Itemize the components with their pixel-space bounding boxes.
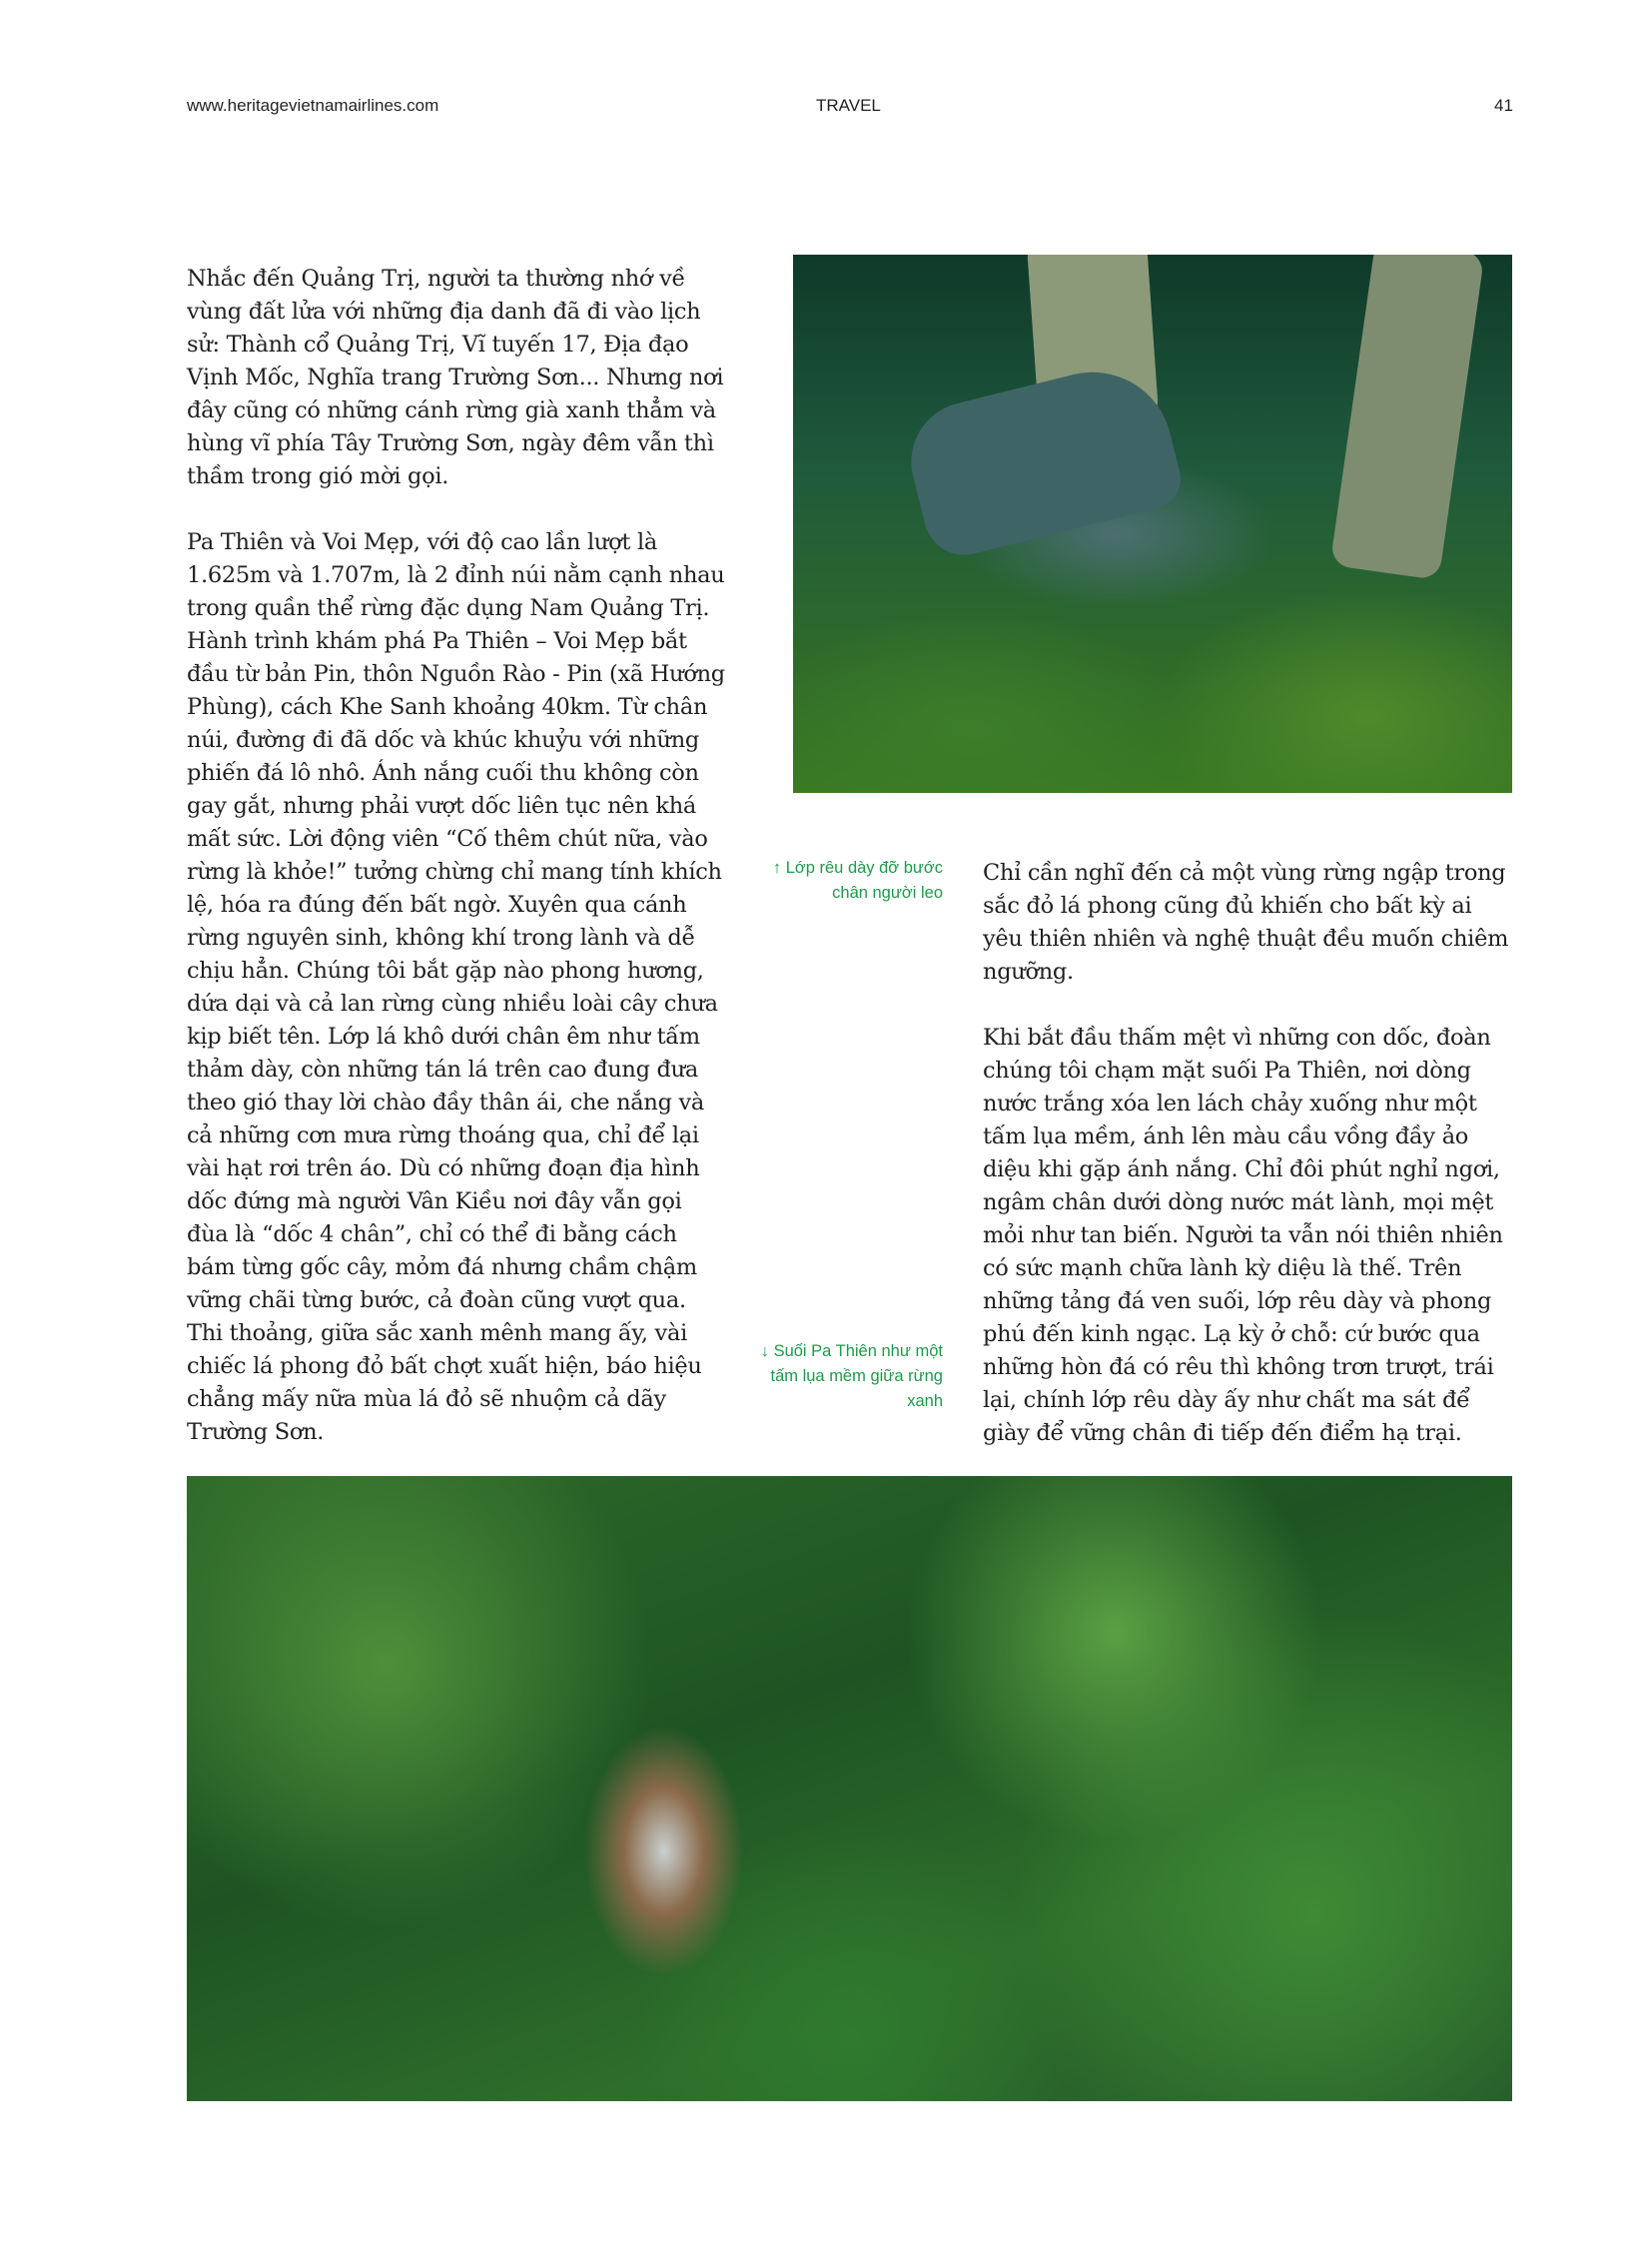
arrow-up-icon: ↑ <box>772 859 782 877</box>
caption-moss: ↑ Lớp rêu dày đỡ bước chân người leo <box>772 859 943 902</box>
caption-stream: ↓ Suối Pa Thiên như một tấm lụa mềm giữa rừng xanh <box>760 1342 943 1410</box>
paragraph: Khi bắt đầu thấm mệt vì những con dốc, đoàn chúng tôi chạm mặt suối Pa Thiên, nơi dòng nước trắng xóa len lách chảy xuống như một tấm lụa mềm, ánh lên màu cầu vồng đầy ảo diệu khi gặp ánh nắng. Chỉ đôi phút nghỉ ngơi, ngâm chân dưới dòng nước mát lành, mọi mệt mỏi như tan biến. Người ta vẫn nói thiên nhiên có sức mạnh chữa lành kỳ diệu là thế. Trên những tảng đá ven suối, lớp rêu dày và phong phú đến kinh ngạc. Lạ kỳ ở chỗ: cứ bước qua những hòn đá có rêu thì không trơn trượt, trái lại, chính lớp rêu dày ấy như chất ma sát để giày để vững chân đi tiếp đến điểm hạ trại. <box>983 1025 1503 1446</box>
photo-aerial-forest-waterfall <box>187 1476 1512 2101</box>
photo-hiking-boot-on-moss <box>793 255 1512 793</box>
paragraph: Chỉ cần nghĩ đến cả một vùng rừng ngập trong sắc đỏ lá phong cũng đủ khiến cho bất kỳ ai yêu thiên nhiên và nghệ thuật đều muốn chiêm ngưỡng. <box>983 860 1509 985</box>
right-column <box>983 857 1517 1483</box>
section-label: TRAVEL <box>816 96 881 115</box>
paragraph: Pa Thiên và Voi Mẹp, với độ cao lần lượt là 1.625m và 1.707m, là 2 đỉnh núi nằm cạnh nhau trong quần thể rừng đặc dụng Nam Quảng Trị. Hành trình khám phá Pa Thiên – Voi Mẹp bắt đầu từ bản Pin, thôn Nguồn Rào - Pin (xã Hướng Phùng), cách Khe Sanh khoảng 40km. Từ chân núi, đường đi đã dốc và khúc khuỷu với những phiến đá lô nhô. Ánh nắng cuối thu không còn gay gắt, nhưng phải vượt dốc liên tục nên khá mất sức. Lời động viên “Cố thêm chút nữa, vào rừng là khỏe!” tưởng chừng chỉ mang tính khích lệ, hóa ra đúng đến bất ngờ. Xuyên qua cánh rừng nguyên sinh, không khí trong lành và dễ chịu hẳn. Chúng tôi bắt gặp nào phong hương, dứa dại và cả lan rừng cùng nhiều loài cây chưa kịp biết tên. Lớp lá khô dưới chân êm như tấm thảm dày, còn những tán lá trên cao đung đưa theo gió thay lời chào đầy thân ái, che nắng và cả những cơn mưa rừng thoáng qua, chỉ để lại vài hạt rơi trên áo. Dù có những đoạn địa hình dốc đứng mà người Vân Kiều nơi đây vẫn gọi đùa là “dốc 4 chân”, chỉ có thể đi bằng cách bám từng gốc cây, mỏm đá nhưng chầm chậm vững chãi từng bước, cả đoàn cũng vượt qua. Thi thoảng, giữa sắc xanh mênh mang ấy, vài chiếc lá phong đỏ bất chợt xuất hiện, báo hiệu chẳng mấy nữa mùa lá đỏ sẽ nhuộm cả dãy Trường Sơn. <box>187 529 725 1445</box>
left-column <box>187 263 726 1482</box>
paragraph: Nhắc đến Quảng Trị, người ta thường nhớ về vùng đất lửa với những địa danh đã đi vào lịch sử: Thành cổ Quảng Trị, Vĩ tuyến 17, Địa đạo Vịnh Mốc, Nghĩa trang Trường Sơn... Nhưng nơi đây cũng có những cánh rừng già xanh thẳm và hùng vĩ phía Tây Trường Sơn, ngày đêm vẫn thì thầm trong gió mời gọi. <box>187 266 724 489</box>
arrow-down-icon: ↓ <box>760 1342 769 1360</box>
website-url: www.heritagevietnamairlines.com <box>187 96 439 115</box>
page-number: 41 <box>1494 96 1513 115</box>
